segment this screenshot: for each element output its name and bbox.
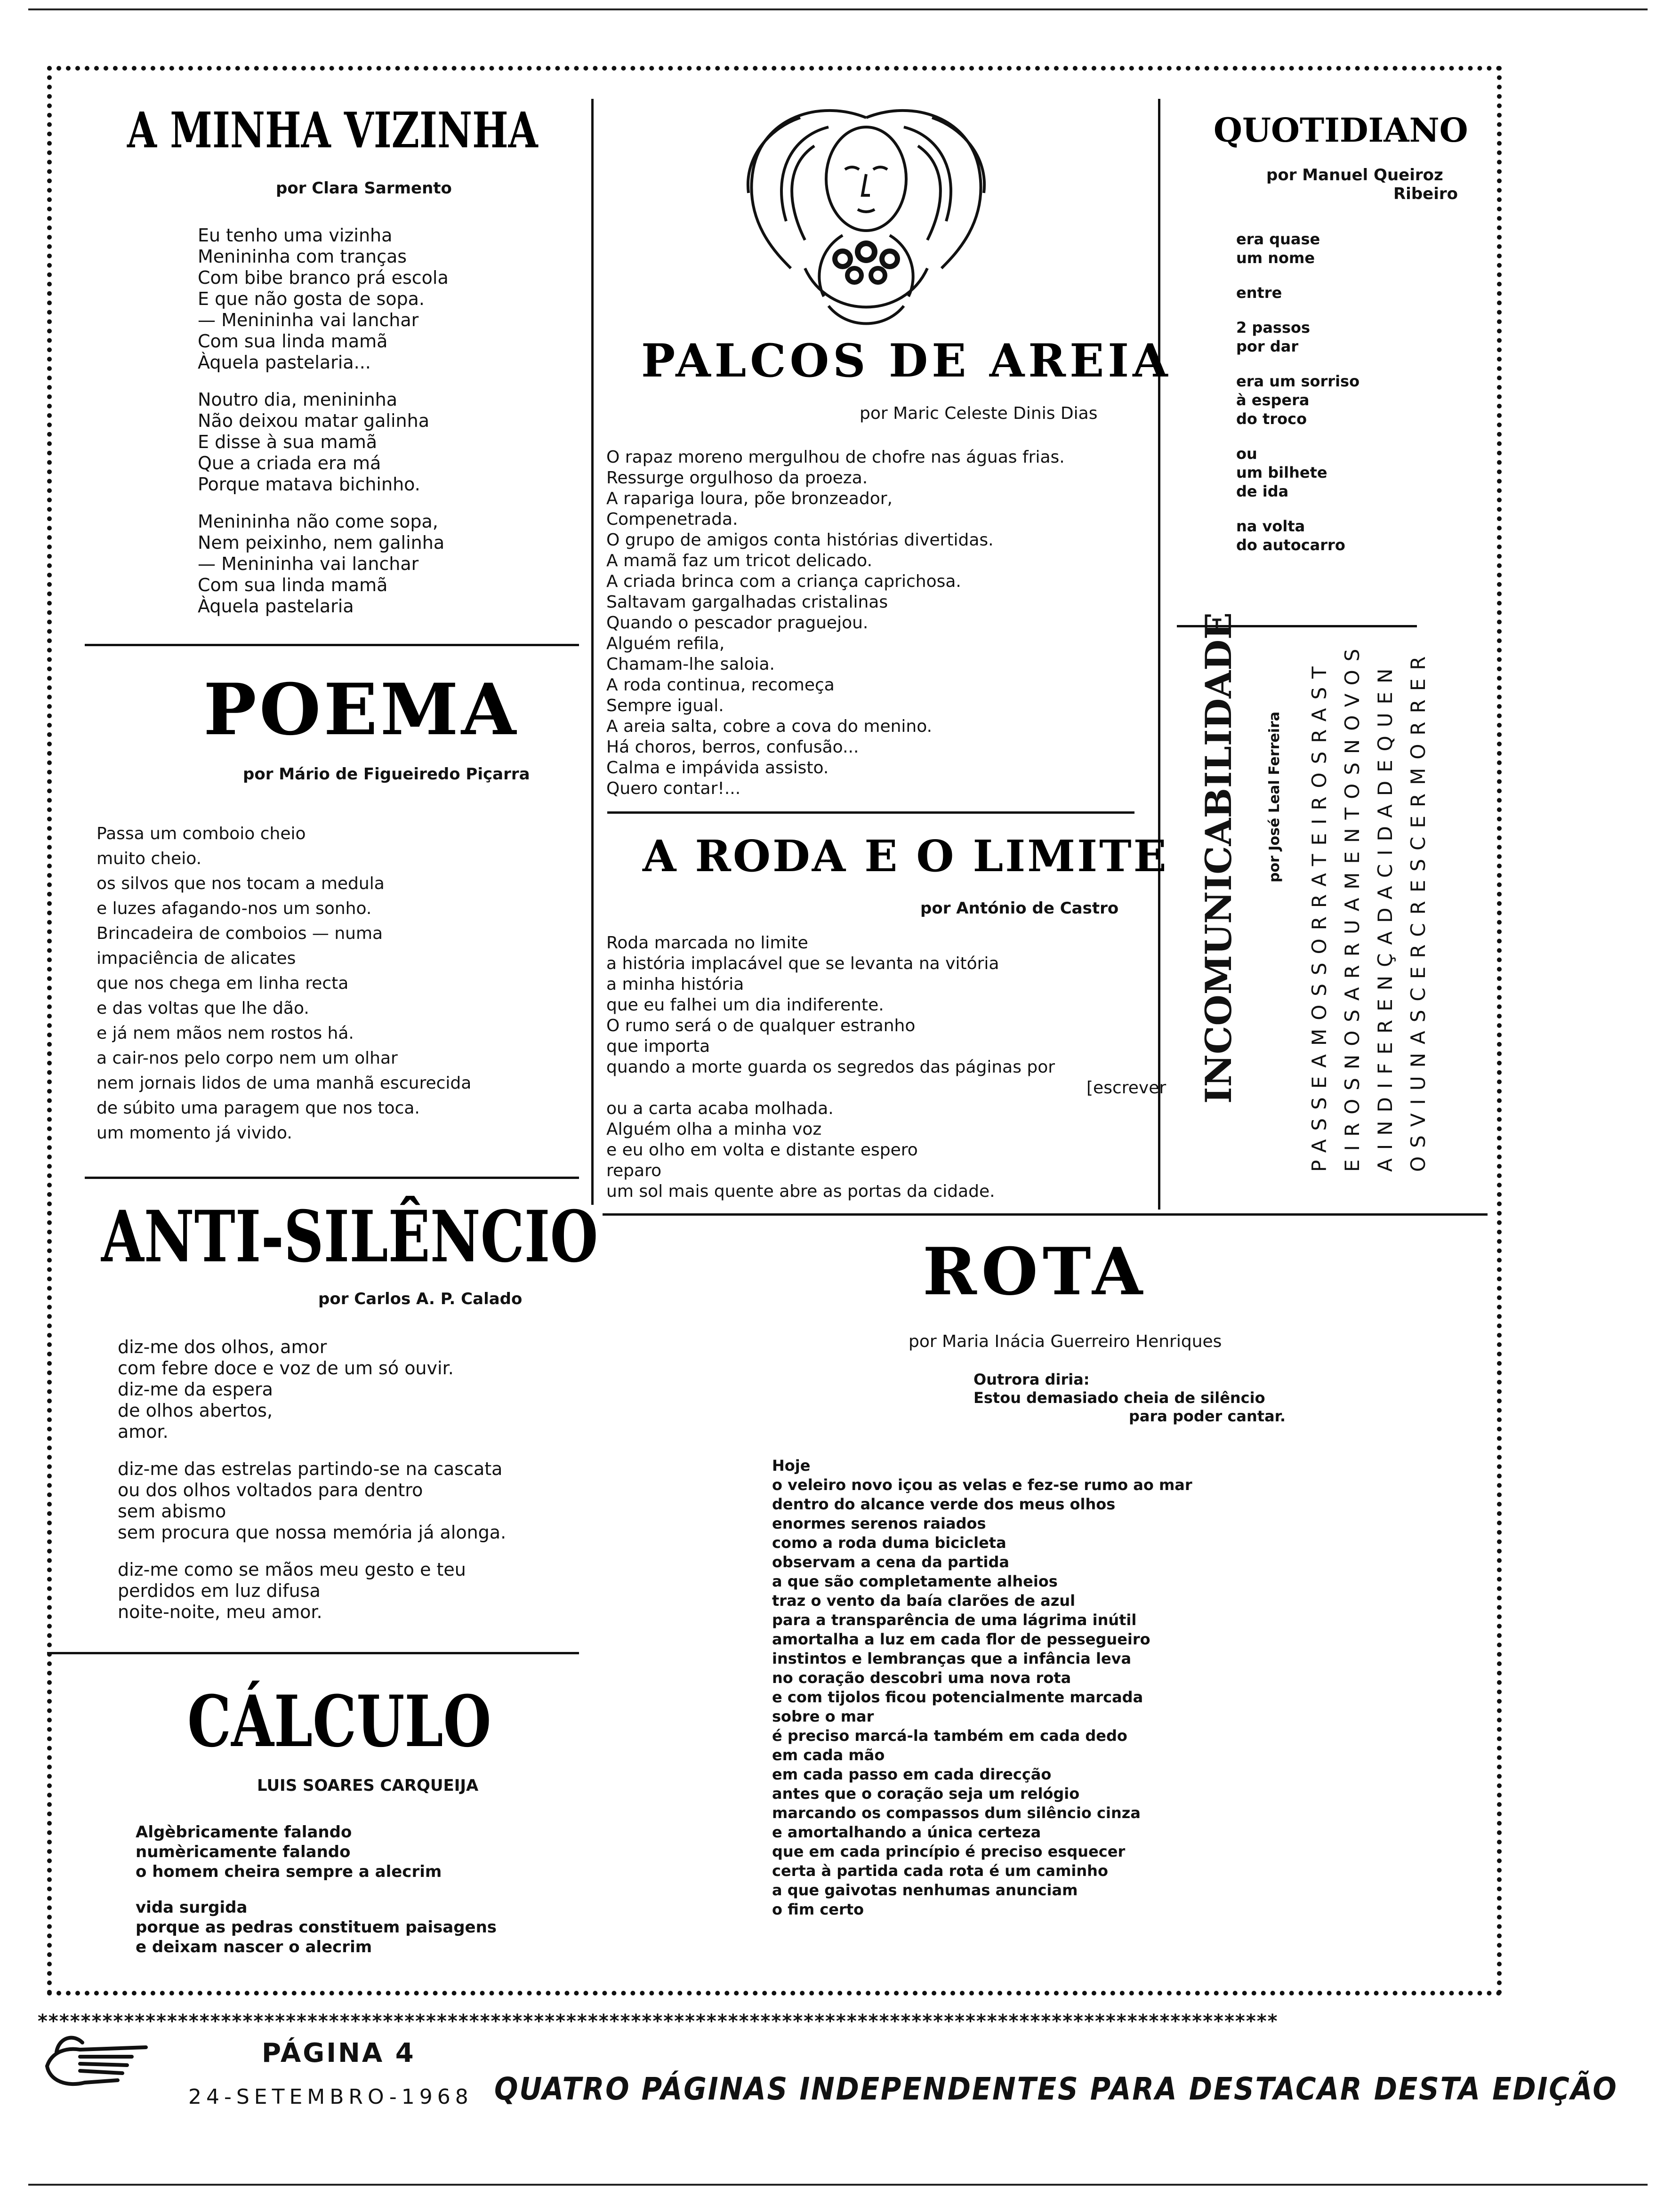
- text-line: [escrever: [1086, 1078, 1166, 1098]
- text-line: — Menininha vai lanchar: [198, 553, 419, 574]
- text-line: como a roda duma bicicleta: [772, 1534, 1006, 1552]
- section-rule: [607, 811, 1134, 814]
- palcos-title: PALCOS DE AREIA: [641, 334, 1172, 387]
- text-line: noite-noite, meu amor.: [118, 1602, 322, 1622]
- text-line: entre: [1236, 284, 1282, 302]
- text-line: [1236, 267, 1359, 283]
- text-line: era um sorriso: [1236, 372, 1360, 390]
- text-line: reparo: [606, 1161, 662, 1180]
- text-line: quando a morte guarda os segredos das páginas por: [606, 1058, 1055, 1077]
- text-line: de ida: [1236, 482, 1289, 500]
- text-line: de olhos abertos,: [118, 1400, 273, 1421]
- text-line: traz o vento da baía clarões de azul: [772, 1592, 1076, 1610]
- poema-byline: por Mário de Figueiredo Piçarra: [243, 765, 530, 784]
- text-line: a história implacável que se levanta na vitória: [606, 954, 999, 973]
- rota-text: [772, 1456, 1192, 1919]
- text-line: Calma e impávida assisto.: [606, 758, 829, 777]
- calculo-text: [136, 1822, 497, 1957]
- text-line: o homem cheira sempre a alecrim: [136, 1862, 442, 1881]
- text-line: Com sua linda mamã: [198, 575, 388, 595]
- text-line: Alguém olha a minha voz: [606, 1120, 822, 1139]
- top-rule: [28, 8, 1648, 10]
- text-line: Quero contar!...: [606, 779, 741, 798]
- text-line: que importa: [606, 1037, 710, 1056]
- text-line: que nos chega em linha recta: [97, 974, 349, 993]
- text-line: Roda marcada no limite: [606, 933, 808, 953]
- woman-flower-illustration: [734, 99, 998, 334]
- text-line: O rapaz moreno mergulhou de chofre nas águas frias.: [606, 448, 1065, 467]
- text-line: Outrora diria:: [973, 1370, 1090, 1388]
- text-line: um nome: [1236, 249, 1315, 267]
- anti-title: ANTI-SILÊNCIO: [101, 1195, 598, 1278]
- text-line: perdidos em luz difusa: [118, 1580, 321, 1601]
- text-line: Eu tenho uma vizinha: [198, 225, 393, 246]
- text-line: vida surgida: [136, 1898, 248, 1917]
- text-line: com febre doce e voz de um só ouvir.: [118, 1358, 454, 1378]
- section-rule: [47, 1652, 579, 1654]
- text-line: Brincadeira de comboios — numa: [97, 924, 383, 943]
- text-line: Porque matava bichinho.: [198, 474, 420, 495]
- text-line: Não deixou matar galinha: [198, 410, 429, 431]
- text-line: Noutro dia, menininha: [198, 389, 398, 410]
- text-line: a minha história: [606, 975, 744, 994]
- anti-text: [118, 1337, 506, 1623]
- anti-byline: por Carlos A. P. Calado: [318, 1290, 523, 1308]
- text-line: diz-me da espera: [118, 1379, 273, 1400]
- text-line: e luzes afagando-nos um sonho.: [97, 899, 372, 918]
- text-line: nem jornais lidos de uma manhã escurecida: [97, 1074, 472, 1093]
- vizinha-byline: por Clara Sarmento: [276, 179, 452, 198]
- incom-byline: por José Leal Ferreira: [1266, 711, 1283, 882]
- column-rule-left: [591, 99, 594, 1205]
- text-line: e eu olho em volta e distante espero: [606, 1140, 918, 1160]
- text-line: observam a cena da partida: [772, 1553, 1009, 1571]
- text-line: um sol mais quente abre as portas da cidade.: [606, 1182, 995, 1201]
- text-line: [1236, 428, 1359, 444]
- text-line: O rumo será o de qualquer estranho: [606, 1016, 916, 1035]
- text-line: enormes serenos raiados: [772, 1515, 986, 1532]
- text-line: [1236, 501, 1359, 517]
- text-line: sem abismo: [118, 1501, 226, 1522]
- text-line: e amortalhando a única certeza: [772, 1823, 1041, 1841]
- quotidiano-byline-2: Ribeiro: [1393, 184, 1458, 203]
- text-line: [1236, 356, 1359, 372]
- text-line: do troco: [1236, 410, 1307, 428]
- text-line: Saltavam gargalhadas cristalinas: [606, 593, 888, 612]
- vizinha-text: [198, 225, 449, 617]
- text-line: e das voltas que lhe dão.: [97, 999, 309, 1018]
- poema-title: POEMA: [203, 668, 519, 751]
- roda-text: [606, 933, 1166, 1202]
- text-line: Sempre igual.: [606, 696, 724, 715]
- text-line: por dar: [1236, 337, 1299, 355]
- text-line: era quase: [1236, 230, 1320, 248]
- roda-byline: por António de Castro: [920, 899, 1119, 918]
- text-line: Com sua linda mamã: [198, 331, 388, 352]
- text-line: Algèbricamente falando: [136, 1823, 352, 1842]
- text-line: à espera: [1236, 391, 1310, 409]
- text-line: — Menininha vai lanchar: [198, 310, 419, 330]
- text-line: numèricamente falando: [136, 1843, 351, 1861]
- text-line: ou a carta acaba molhada.: [606, 1099, 834, 1118]
- text-line: é preciso marcá-la também em cada dedo: [772, 1727, 1127, 1745]
- quotidiano-text: [1236, 230, 1359, 554]
- text-line: que eu falhei um dia indiferente.: [606, 995, 884, 1015]
- incom-line-1: PASSEAMOSSORRATEIROSRAST: [1308, 658, 1331, 1172]
- calculo-title: CÁLCULO: [187, 1680, 491, 1763]
- text-line: certa à partida cada rota é um caminho: [772, 1862, 1108, 1880]
- text-line: um bilhete: [1236, 464, 1327, 481]
- text-line: Compenetrada.: [606, 510, 738, 529]
- section-rule: [85, 1177, 579, 1179]
- text-line: instintos e lembranças que a infância leva: [772, 1650, 1132, 1667]
- text-line: marcando os compassos dum silêncio cinza: [772, 1804, 1141, 1822]
- text-line: A rapariga loura, põe bronzeador,: [606, 489, 893, 508]
- vizinha-title: A MINHA VIZINHA: [127, 101, 538, 159]
- text-line: porque as pedras constituem paisagens: [136, 1918, 497, 1937]
- text-line: Àquela pastelaria: [198, 596, 354, 617]
- text-line: em cada passo em cada direcção: [772, 1765, 1052, 1783]
- text-line: Passa um comboio cheio: [97, 824, 306, 843]
- quotidiano-byline: por Manuel Queiroz: [1266, 166, 1443, 184]
- text-line: Chamam-lhe saloia.: [606, 655, 775, 674]
- text-line: a cair-nos pelo corpo nem um olhar: [97, 1049, 398, 1068]
- text-line: Que a criada era má: [198, 453, 381, 473]
- text-line: de súbito uma paragem que nos toca.: [97, 1098, 420, 1118]
- text-line: no coração descobri uma nova rota: [772, 1669, 1071, 1687]
- text-line: amor.: [118, 1421, 169, 1442]
- page-number: PÁGINA 4: [262, 2038, 416, 2068]
- bottom-rule: [28, 2184, 1648, 2186]
- palcos-text: [606, 447, 1065, 799]
- text-line: para a transparência de uma lágrima inútil: [772, 1611, 1137, 1629]
- incom-line-3: AINDIFERENÇADACIDADEQUEN: [1374, 660, 1397, 1172]
- text-line: muito cheio.: [97, 849, 202, 868]
- footer-star-rule: *******************************************************************************************************************: [38, 2011, 1279, 2032]
- text-line: amortalha a luz em cada flor de pessegueiro: [772, 1630, 1150, 1648]
- palcos-byline: por Maric Celeste Dinis Dias: [860, 404, 1098, 423]
- text-line: ou dos olhos voltados para dentro: [118, 1480, 423, 1500]
- text-line: A mamã faz um tricot delicado.: [606, 551, 873, 570]
- pointing-hand-icon: [38, 2024, 160, 2094]
- text-line: A areia salta, cobre a cova do menino.: [606, 717, 933, 736]
- text-line: dentro do alcance verde dos meus olhos: [772, 1495, 1116, 1513]
- text-line: em cada mão: [772, 1746, 885, 1764]
- text-line: diz-me das estrelas partindo-se na cascata: [118, 1459, 503, 1479]
- roda-title: A RODA E O LIMITE: [643, 831, 1168, 882]
- text-line: E disse à sua mamã: [198, 432, 378, 452]
- text-line: antes que o coração seja um relógio: [772, 1785, 1080, 1803]
- text-line: impaciência de alicates: [97, 949, 296, 968]
- text-line: sobre o mar: [772, 1707, 874, 1725]
- text-line: A roda continua, recomeça: [606, 675, 835, 695]
- text-line: Hoje: [772, 1457, 811, 1475]
- rota-byline: por Maria Inácia Guerreiro Henriques: [909, 1332, 1222, 1351]
- poema-text: [97, 821, 471, 1146]
- rota-epigraph: [973, 1370, 1286, 1426]
- text-line: [1236, 302, 1359, 318]
- text-line: sem procura que nossa memória já alonga.: [118, 1522, 507, 1543]
- text-line: 2 passos: [1236, 319, 1311, 337]
- text-line: Ressurge orgulhoso da proeza.: [606, 468, 868, 488]
- incom-line-2: EIROSNOSARRUAMENTOSNOVOS: [1341, 640, 1364, 1172]
- text-line: [118, 1443, 506, 1459]
- text-line: e deixam nascer o alecrim: [136, 1938, 372, 1956]
- text-line: Há choros, berros, confusão...: [606, 737, 859, 757]
- quotidiano-title: QUOTIDIANO: [1214, 111, 1468, 150]
- text-line: e com tijolos ficou potencialmente marcada: [772, 1688, 1143, 1706]
- text-line: Com bibe branco prá escola: [198, 267, 449, 288]
- text-line: Àquela pastelaria...: [198, 352, 371, 373]
- text-line: Menininha não come sopa,: [198, 511, 438, 532]
- section-rule: [85, 644, 579, 646]
- text-line: o veleiro novo içou as velas e fez-se rumo ao mar: [772, 1476, 1192, 1494]
- text-line: diz-me como se mãos meu gesto e teu: [118, 1559, 466, 1580]
- text-line: [136, 1882, 497, 1898]
- text-line: os silvos que nos tocam a medula: [97, 874, 385, 893]
- text-line: E que não gosta de sopa.: [198, 289, 425, 309]
- text-line: A criada brinca com a criança caprichosa.: [606, 572, 961, 591]
- footer-slogan: QUATRO PÁGINAS INDEPENDENTES PARA DESTACAR DESTA EDIÇÃO: [494, 2071, 1618, 2107]
- text-line: na volta: [1236, 517, 1305, 535]
- text-line: [118, 1543, 506, 1559]
- text-line: Quando o pescador praguejou.: [606, 613, 869, 633]
- text-line: [198, 373, 449, 389]
- incom-line-4: OSVIUNASCERCRESCERMORRER: [1407, 648, 1430, 1172]
- text-line: Nem peixinho, nem galinha: [198, 532, 445, 553]
- rota-title: ROTA: [923, 1233, 1148, 1310]
- text-line: Estou demasiado cheia de silêncio: [973, 1389, 1265, 1407]
- text-line: a que são completamente alheios: [772, 1572, 1058, 1590]
- text-line: o fim certo: [772, 1900, 864, 1918]
- text-line: ou: [1236, 445, 1257, 463]
- incom-title: INCOMUNICABILIDADE: [1198, 612, 1239, 1104]
- calculo-byline: LUIS SOARES CARQUEIJA: [257, 1776, 479, 1795]
- text-line: Alguém refila,: [606, 634, 725, 653]
- text-line: Menininha com tranças: [198, 246, 407, 267]
- text-line: diz-me dos olhos, amor: [118, 1337, 327, 1357]
- text-line: e já nem mãos nem rostos há.: [97, 1024, 354, 1043]
- text-line: [198, 495, 449, 511]
- text-line: a que gaivotas nenhumas anunciam: [772, 1881, 1078, 1899]
- text-line: um momento já vivido.: [97, 1123, 292, 1143]
- text-line: que em cada princípio é preciso esquecer: [772, 1843, 1126, 1860]
- edition-date: 24-SETEMBRO-1968: [188, 2085, 473, 2109]
- text-line: do autocarro: [1236, 536, 1345, 554]
- section-rule: [603, 1213, 1488, 1216]
- text-line: para poder cantar.: [1129, 1407, 1286, 1425]
- text-line: O grupo de amigos conta histórias divertidas.: [606, 530, 994, 550]
